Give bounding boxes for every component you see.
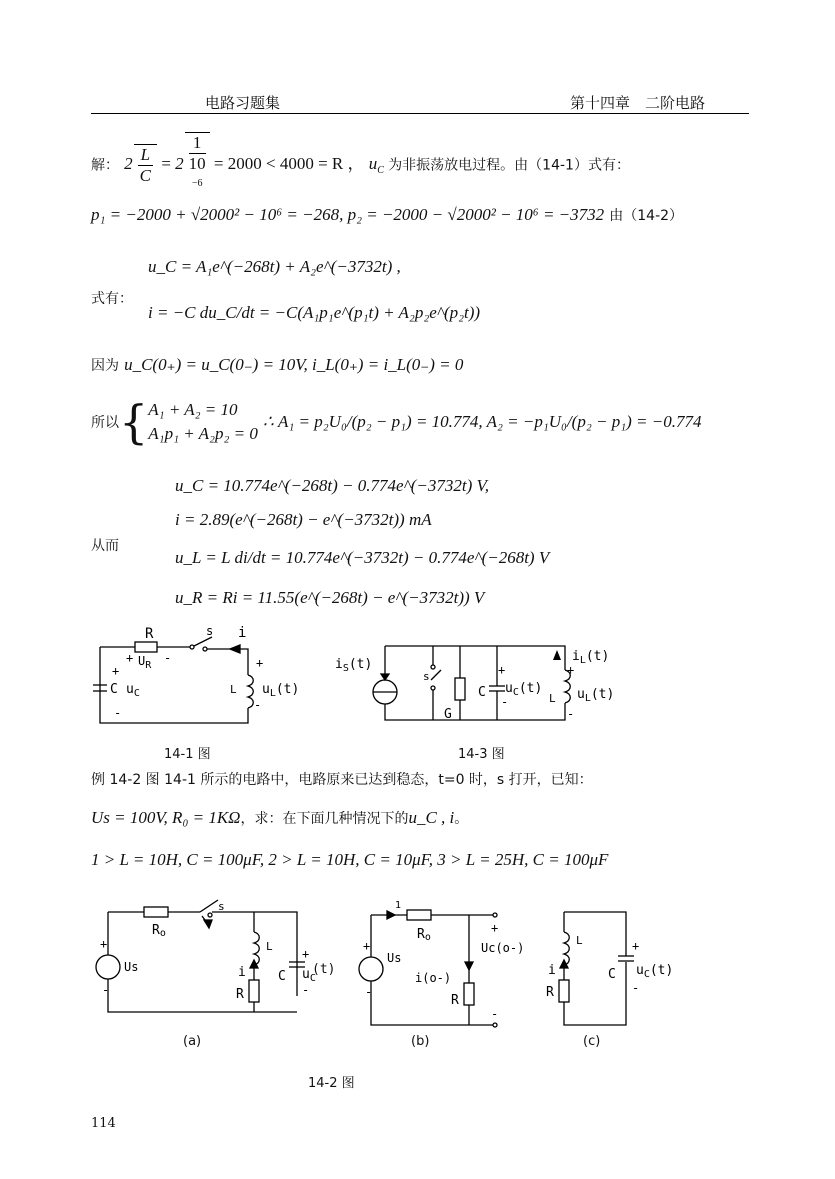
fa-uc-t: (t) [312,962,336,977]
f1-ul-sub: L [269,688,276,699]
caption-14-1: 14-1 图 [164,747,211,762]
caption-14-3: 14-3 图 [458,747,505,762]
solution-line-1 [91,132,630,198]
p-suffix: 由（14-2） [609,208,684,224]
ratio-tail: = 2000 < 4000 = R ， [213,154,365,174]
f3-ul-u: u [577,687,585,702]
fig-b-label: (b) [411,1034,430,1049]
uc-sub: C [377,165,384,177]
result-i: i = 2.89(e^(−268t) − e^(−3732t)) mA [175,510,432,529]
example-cases: 1 > L = 10H, C = 100μF, 2 > L = 10H, C = 10μF, 3 > L = 25H, C = 100μF [91,850,609,869]
f1-uc-u: u [126,682,134,697]
fa-uc-minus: - [302,983,310,997]
frac-exp: −6 [191,178,203,189]
p-formula: p₁ = −2000 + √2000² − 10⁶ = −268, p₂ = −2000 − √2000² − 10⁶ = −3732 [91,205,605,224]
eq-i: i = −C du_C/dt = −C(A₁p₁e^(p₁t) + A₂p₂e^(p₂t)) [148,303,481,322]
f3-l-label: L [549,692,556,705]
fa-us-label: Us [124,960,139,974]
therefore-formula: ∴ A₁ = p₂U₀/(p₂ − p₁) = 10.774, A₂ = −p₁U₀/(p₂ − p₁) = −0.774 [262,412,702,431]
f3-uc-t: (t) [518,681,543,696]
f3-uc-u: u [505,681,513,696]
f3-ul-plus: + [567,663,575,677]
figure-14-1 [90,625,320,735]
example-vars: u_C , i [408,808,455,827]
example-given: Us = 100V, R₀ = 1KΩ [91,808,241,827]
f1-ul-t: (t) [275,682,300,697]
f1-ur-label [138,654,152,671]
f1-c-label: C [110,682,118,697]
f1-uc-sub: C [133,688,140,699]
fb-uc-plus: + [491,921,499,935]
f1-ul-u: u [262,682,270,697]
f3-uc-plus: + [498,663,506,677]
f1-ul-plus: + [256,656,264,670]
fb-uc-label: Uc(o-) [481,941,525,955]
initial-conditions [91,355,463,375]
f1-ur-sub: R [145,660,152,671]
fb-ro-sub: o [424,932,431,943]
f3-s-label: s [423,670,430,683]
fc-uc-u: u [636,963,644,978]
fb-us-label: Us [387,951,402,965]
caption-14-2: 14-2 图 [308,1076,355,1091]
fb-ro-r: R [417,927,425,942]
fb-one-label: 1 [395,900,402,911]
suoyi-label: 所以 [91,415,119,431]
header-right: 第十四章 二阶电路 [570,94,706,112]
header-left: 电路习题集 [205,94,281,112]
fig-a-label: (a) [183,1034,202,1049]
result-uc: u_C = 10.774e^(−268t) − 0.774e^(−3732t) V, [175,476,489,495]
fc-l-label: L [576,934,583,947]
f1-uc-label [126,682,140,699]
f3-is-sub: S [342,663,349,674]
f3-il-t: (t) [585,649,610,664]
f3-il-label [572,649,609,666]
f1-ul-label [262,682,299,699]
fa-ro-label [152,923,166,939]
example-end: 。 [454,811,469,827]
fa-uc-sub: C [309,973,316,984]
figure-14-2b [355,900,535,1030]
page-number: 114 [91,1116,116,1131]
f3-ul-t: (t) [590,687,615,702]
fa-uc-u: u [302,967,310,982]
f1-ur-minus: - [164,651,172,665]
figure-14-2a [92,900,316,1030]
solution-text-1: 为非振荡放电过程。由（14-1）式有： [388,157,630,174]
frac-l: L [138,145,153,166]
yinwei-label: 因为 [91,358,119,374]
system-line [91,395,702,449]
sys-eq-2: A₁p₁ + A₂p₂ = 0 [148,424,258,443]
fb-ro-label [417,927,431,943]
f3-g-label: G [444,707,452,722]
fig-c-label: (c) [583,1034,601,1049]
figure-14-2c [540,900,720,1030]
fc-r-label: R [546,985,554,1000]
fb-uc-minus: - [491,1007,499,1021]
fb-r-label: R [451,993,459,1008]
example-ask: ，求：在下面几种情况下的 [240,811,409,827]
sys-eq-1: A₁ + A₂ = 10 [148,400,238,419]
f1-ul-minus: - [254,698,262,712]
coef-2a: 2 [124,154,133,174]
f3-ul-sub: L [584,693,591,704]
f3-is-i: i [335,657,343,672]
fa-ro-r: R [152,923,160,938]
fc-uc-label [636,963,673,980]
example-line-2 [91,808,468,828]
uc-var: u [368,154,378,174]
fb-i-label: i(o-) [415,971,452,985]
fa-c-label: C [278,969,286,984]
fa-i-label: i [238,965,246,980]
fc-uc-plus: + [632,939,640,953]
fc-uc-sub: C [643,969,650,980]
f1-r-label: R [145,626,154,642]
fb-us-minus: - [365,985,373,999]
frac-c: C [139,166,151,185]
figure-14-3 [335,630,625,730]
result-ul: u_L = L di/dt = 10.774e^(−3732t) − 0.774e^(−268t) V [175,548,550,567]
frac-one: 1 [189,133,206,154]
shiyou-label: 式有： [91,291,133,307]
f3-ul-minus: - [567,707,575,721]
fa-r-label: R [236,987,244,1002]
p-line [91,205,683,225]
f3-c-label: C [478,685,486,700]
f3-uc-minus: - [501,695,509,709]
f3-il-sub: L [579,655,586,666]
fa-us-minus: - [102,983,110,997]
fc-i-label: i [548,963,556,978]
fc-uc-minus: - [632,981,640,995]
fc-uc-t: (t) [649,963,674,978]
f1-l-label: L [230,683,237,696]
solution-label: 解： [91,157,119,174]
fa-us-plus: + [100,937,108,951]
f1-ur-plus: + [126,651,134,665]
f3-uc-sub: C [512,687,519,698]
f3-is-label [335,657,372,674]
header-rule [91,113,749,114]
sqrt-one-over [185,132,210,198]
f3-uc-label [505,681,542,698]
f3-is-t: (t) [348,657,373,672]
fa-ro-sub: o [159,928,166,939]
f3-ul-label [577,687,614,704]
system-equations [148,398,258,446]
sqrt-l-over-c [134,144,157,186]
f1-uc-plus: + [112,664,120,678]
congerl-label: 从而 [91,538,119,554]
fc-c-label: C [608,967,616,982]
fb-us-plus: + [363,939,371,953]
eq-uc: u_C = A₁e^(−268t) + A₂e^(−3732t) , [148,257,401,276]
result-ur: u_R = Ri = 11.55(e^(−268t) − e^(−3732t)) V [175,588,485,607]
ratio-formula: 2 $\frac{L}{C}$ = 2 1 10 $^{-6}$ = 2000 < 4000 = R ， $u_C$ [124,154,388,173]
f1-ur-u: U [138,654,146,668]
f1-i-label: i [238,625,247,641]
fa-l-label: L [266,940,273,953]
brace: { [119,395,149,449]
f1-s-label: s [206,624,214,638]
f1-uc-minus: - [114,706,122,720]
frac-ten: 10 [188,154,206,173]
fa-uc-plus: + [302,947,310,961]
coef-2b: 2 [175,154,184,174]
f3-il-i: i [572,649,580,664]
fa-s-label: s [218,900,225,913]
init-formula: u_C(0₊) = u_C(0₋) = 10V, i_L(0₊) = i_L(0₋) = 0 [124,355,464,374]
example-line-1: 例 14-2 图 14-1 所示的电路中，电路原来已达到稳态，t=0 时，s 打开，已知： [91,772,593,788]
